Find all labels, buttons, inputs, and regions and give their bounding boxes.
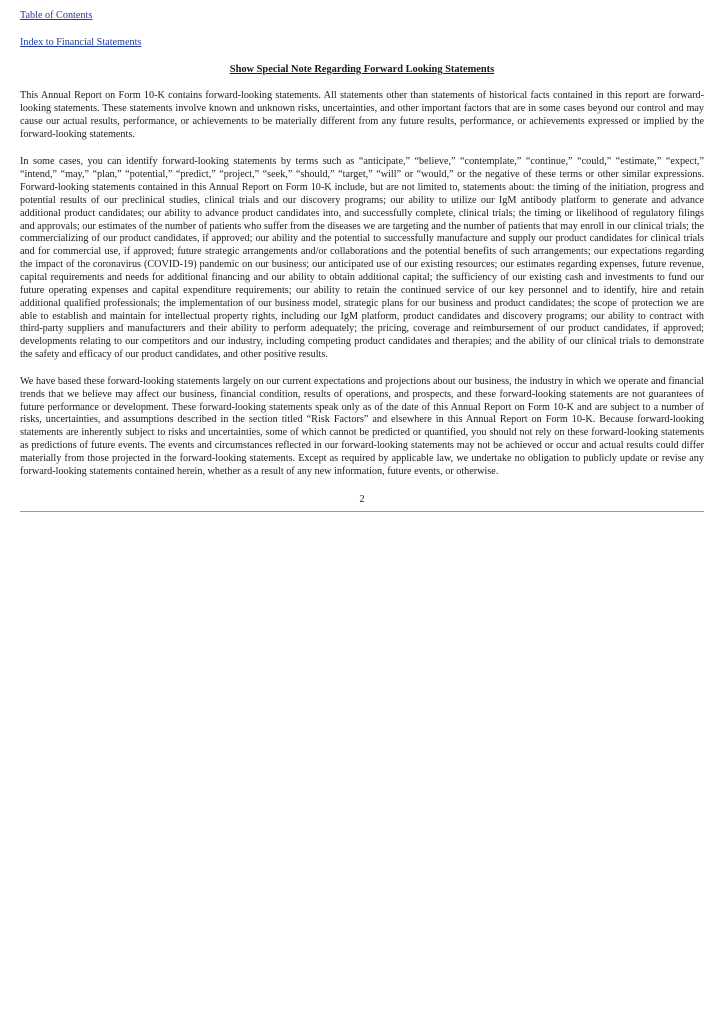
section-heading: Show Special Note Regarding Forward Looking Statements (229, 64, 495, 75)
paragraph-intro: This Annual Report on Form 10-K contains forward-looking statements. All statements other than statements of historical facts contained in this report are forward-looking statements. These statements involve known and unknown risks, uncertainties, and other important factors that are in some cases beyond our control and may cause our actual results, performance, or achievements to be materially different from any future results, performance, or achievements expressed or implied by the forward-looking statements. (20, 90, 704, 140)
footer-divider (20, 511, 704, 512)
document-page (20, 8, 704, 512)
page-number: 2 (359, 493, 365, 505)
paragraph-basis: We have based these forward-looking statements largely on our current expectations and projections about our business, the industry in which we operate and financial trends that we believe may affect our business, financial condition, results of operations, and prospects, and these forward-looking statements are not guarantees of future performance or development. These forward-looking statements speak only as of the date of this Annual Report on Form 10-K and are subject to a number of risks, uncertainties, and assumptions described in the section titled “Risk Factors” and elsewhere in this Annual Report on Form 10-K. Because forward-looking statements are inherently subject to risks and uncertainties, some of which cannot be predicted or quantified, you should not rely on these forward-looking statements as predictions of future events. The events and circumstances reflected in our forward-looking statements may not be achieved or occur and actual results could differ materially from those projected in the forward-looking statements. Except as required by applicable law, we undertake no obligation to publicly update or revise any forward-looking statements contained herein, whether as a result of any new information, future events, or otherwise. (20, 375, 704, 477)
index-to-financial-statements-link[interactable]: Index to Financial Statements (20, 37, 142, 48)
paragraph-identify-terms: In some cases, you can identify forward-looking statements by terms such as “anticipate,” “believe,” “contemplate,” “continue,” “could,” “estimate,” “expect,” “intend,” “may,” “plan,” “potential,” “predict,” “project,” “seek,” “should,” “target,” “will” or “would,” or the negative of these terms or other similar expressions. Forward-looking statements contained in this Annual Report on Form 10-K include, but are not limited to, statements about: the timing of the initiation, progress and potential results of our preclinical studies, clinical trials and our discovery programs; our ability to utilize our IgM antibody platform to generate and advance additional product candidates; our ability to advance product candidates into, and successfully complete, clinical trials; the timing or likelihood of regulatory filings and approvals; our estimates of the number of patients who suffer from the diseases we are targeting and the number of patients that may enroll in our clinical trials; the commercializing of our product candidates, if approved; our ability and the potential to successfully manufacture and supply our product candidates for clinical trials and for commercial use, if approved; future strategic arrangements and/or collaborations and the potential benefits of such arrangements; our expectations regarding the impact of the coronavirus (COVID-19) pandemic on our business; our anticipated use of our existing resources; our estimates regarding expenses, future revenue, capital requirements and needs for additional financing and our ability to obtain additional capital; the sufficiency of our existing cash and investments to fund our future operating expenses and capital expenditure requirements; our ability to retain the continued service of our key personnel and to identify, hire and retain additional qualified professionals; the implementation of our business model, strategic plans for our business and product candidates; the scope of protection we are able to establish and maintain for intellectual property rights, including our IgM platform, product candidates and discovery programs; our ability to contract with third-party suppliers and manufacturers and their ability to perform adequately; the pricing, coverage and reimbursement of our product candidates, if approved; developments relating to our competitors and our industry, including competing product candidates and therapies; and the ability of our clinical trials to demonstrate the safety and efficacy of our product candidates, and other positive results. (20, 156, 704, 361)
table-of-contents-link[interactable]: Table of Contents (20, 10, 93, 21)
